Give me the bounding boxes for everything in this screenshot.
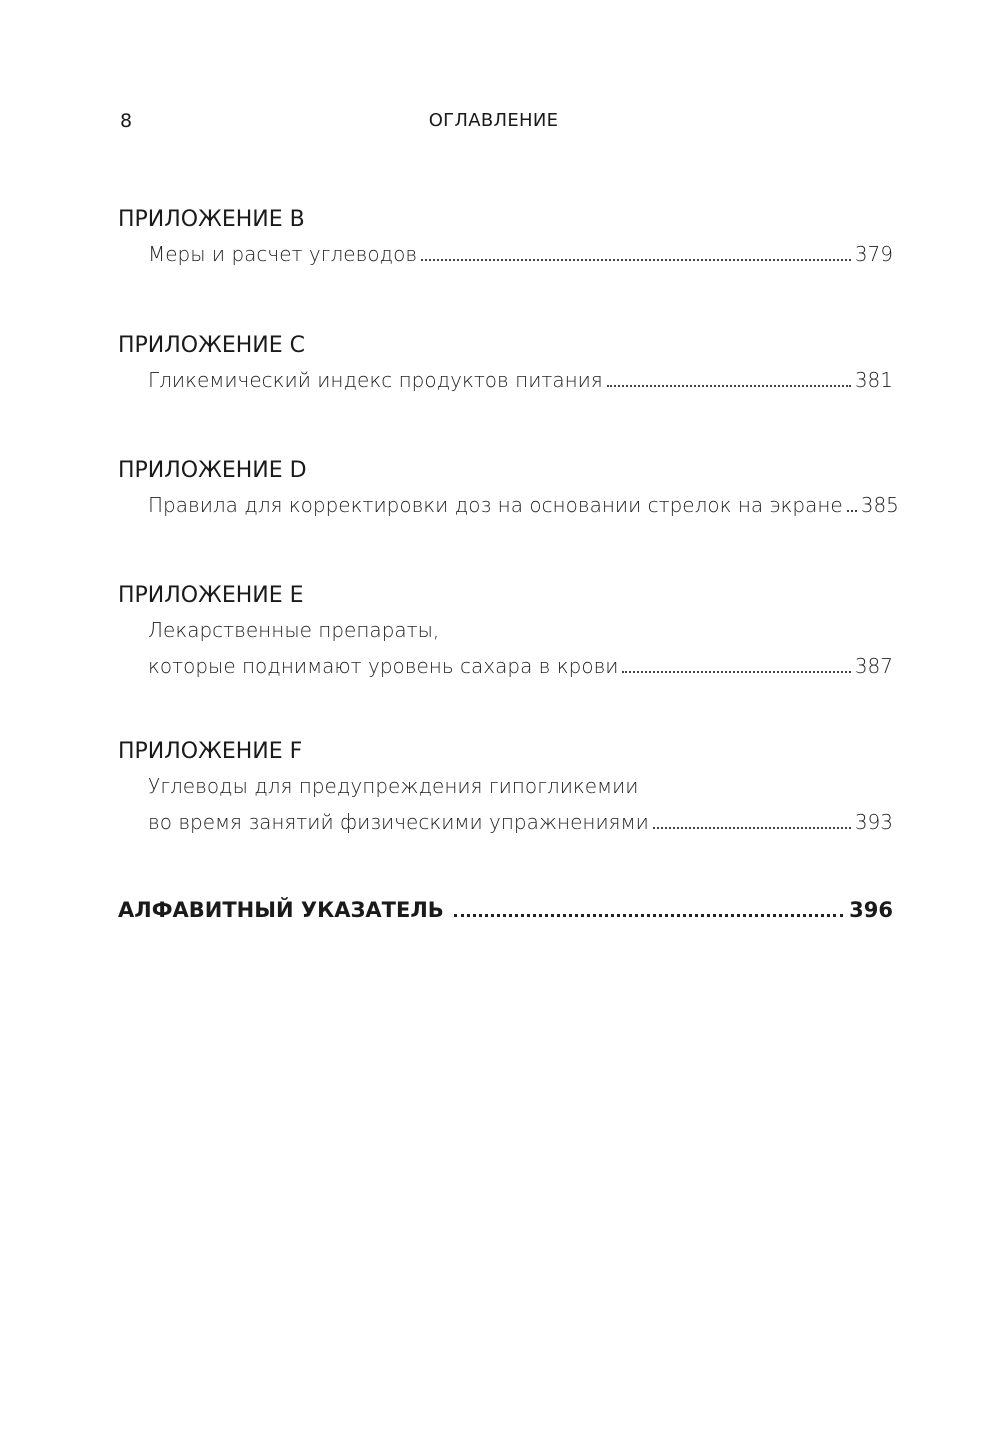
toc-entry-text: во время занятий физическими упражнениями xyxy=(148,810,649,834)
toc-section-appendix-f xyxy=(118,738,893,840)
toc-entry-text: которые поднимают уровень сахара в крови xyxy=(148,654,619,678)
dot-leader xyxy=(622,671,850,673)
toc-entry-line xyxy=(148,612,893,648)
toc-entry-text: Лекарственные препараты, xyxy=(148,618,440,642)
running-head xyxy=(0,108,987,134)
toc-entry-text: Меры и расчет углеводов xyxy=(148,242,418,266)
toc-section-appendix-d xyxy=(118,457,899,523)
toc-entry-line xyxy=(148,804,893,840)
section-title: ПРИЛОЖЕНИЕ D xyxy=(118,458,307,483)
toc-entry-line xyxy=(148,236,893,272)
toc-entry-line xyxy=(148,487,899,523)
toc-entry[interactable] xyxy=(148,612,893,684)
toc-page-number: 385 xyxy=(860,493,899,517)
section-title: ПРИЛОЖЕНИЕ C xyxy=(118,333,305,358)
toc-entry[interactable] xyxy=(148,487,899,523)
toc-page-number: 393 xyxy=(854,810,893,834)
toc-section-appendix-b xyxy=(118,206,893,272)
toc-page-number: 381 xyxy=(854,368,893,392)
toc-page-number: 379 xyxy=(854,242,893,266)
dot-leader xyxy=(607,385,851,387)
toc-entry-line xyxy=(148,768,893,804)
toc-entry-line xyxy=(148,362,893,398)
toc-entry-text: Углеводы для предупреждения гипогликемии xyxy=(148,774,639,798)
dot-leader xyxy=(454,914,843,917)
toc-entry[interactable] xyxy=(148,362,893,398)
toc-entry-text: Гликемический индекс продуктов питания xyxy=(148,368,603,392)
running-title: ОГЛАВЛЕНИЕ xyxy=(428,110,559,131)
toc-page-number: 396 xyxy=(849,898,893,922)
dot-leader xyxy=(421,259,851,261)
toc-section-appendix-e xyxy=(118,582,893,684)
section-title: ПРИЛОЖЕНИЕ E xyxy=(118,583,304,608)
section-title: ПРИЛОЖЕНИЕ F xyxy=(118,739,303,764)
dot-leader xyxy=(653,827,851,829)
dot-leader xyxy=(847,510,857,512)
toc-page-number: 387 xyxy=(854,654,893,678)
toc-entry-text: Правила для корректировки доз на основании стрелок на экране xyxy=(148,493,843,517)
section-title: ПРИЛОЖЕНИЕ B xyxy=(118,207,305,232)
index-title: АЛФАВИТНЫЙ УКАЗАТЕЛЬ xyxy=(118,898,444,922)
page-number: 8 xyxy=(120,110,133,132)
toc-entry-index[interactable] xyxy=(118,893,893,927)
toc-section-appendix-c xyxy=(118,332,893,398)
toc-entry-line xyxy=(148,648,893,684)
toc-entry[interactable] xyxy=(148,768,893,840)
toc-entry[interactable] xyxy=(148,236,893,272)
